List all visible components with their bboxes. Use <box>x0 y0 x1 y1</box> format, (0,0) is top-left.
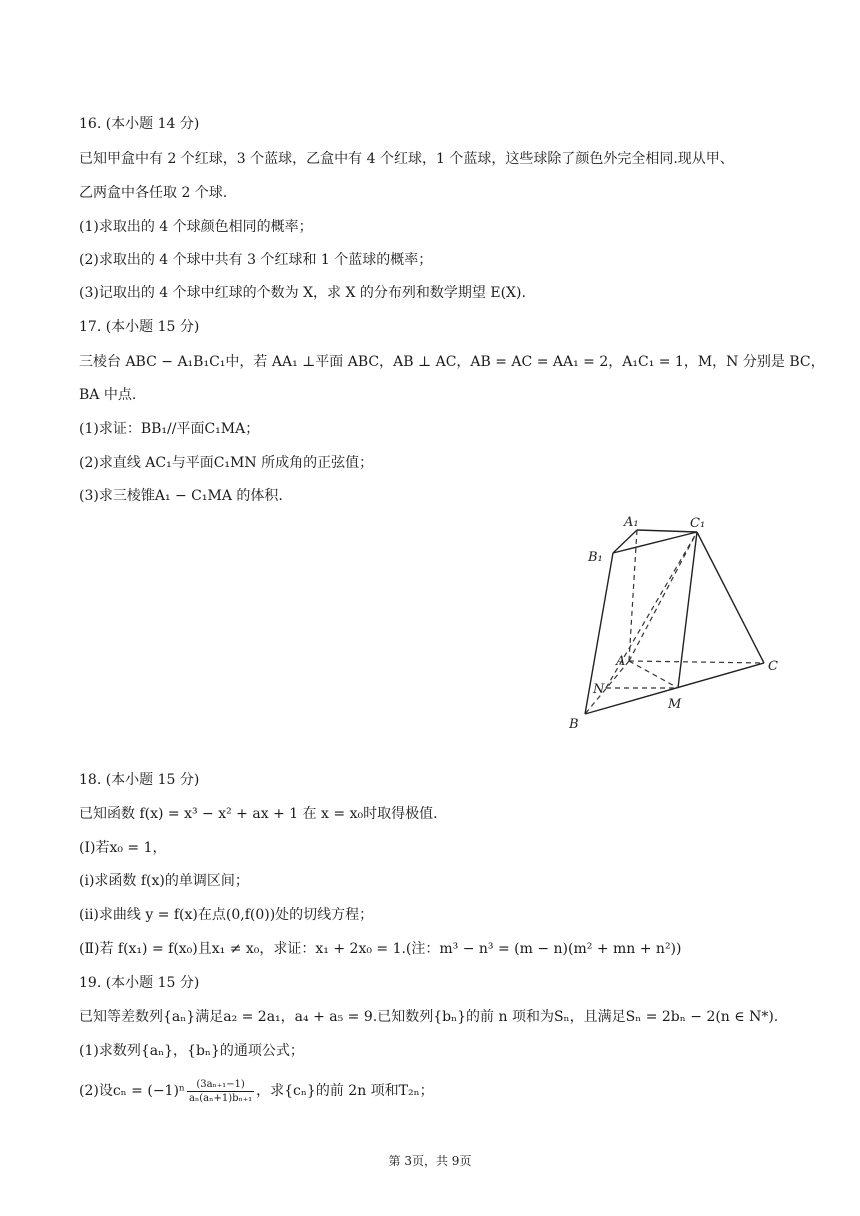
page-footer: 第 3页，共 9页 <box>388 1154 472 1168</box>
q16-stem-line1: 已知甲盒中有 2 个红球，3 个蓝球，乙盒中有 4 个红球，1 个蓝球，这些球除了颜色外完全相同.现从甲、 <box>79 151 734 167</box>
q16-stem-line2: 乙两盒中各任取 2 个球. <box>79 185 228 201</box>
q16-title: 16. (本小题 14 分) <box>79 116 200 132</box>
q17-stem-line2: BA 中点. <box>79 387 137 403</box>
label-C1: C₁ <box>690 516 706 531</box>
fraction-numerator: (3aₙ₊₁−1) <box>196 1078 245 1090</box>
label-A1: A₁ <box>624 515 639 530</box>
q19-part2-suffix: ，求{cₙ}的前 2n 项和T₂ₙ； <box>256 1083 434 1099</box>
q18-part1: (Ⅰ)若x₀ = 1， <box>79 840 167 856</box>
label-M: M <box>668 697 682 712</box>
q17-part3: (3)求三棱锥A₁ − C₁MA 的体积. <box>79 488 283 504</box>
q19-part2 <box>79 1071 434 1111</box>
q16-part2: (2)求取出的 4 个球中共有 3 个红球和 1 个蓝球的概率； <box>79 252 433 268</box>
q16-part1: (1)求取出的 4 个球颜色相同的概率； <box>79 219 313 235</box>
q17-part1: (1)求证：BB₁//平面C₁MA； <box>79 421 260 437</box>
frustum-figure <box>560 505 800 735</box>
q19-title: 19. (本小题 15 分) <box>79 975 200 991</box>
q17-part2: (2)求直线 AC₁与平面C₁MN 所成角的正弦值； <box>79 455 374 471</box>
q18-part2: (Ⅱ)若 f(x₁) = f(x₀)且x₁ ≠ x₀，求证：x₁ + 2x₀ = 1.(注：m³ − n³ = (m − n)(m² + mn + n²)) <box>79 941 682 957</box>
label-N: N <box>593 682 605 697</box>
q18-part1-i: (i)求函数 f(x)的单调区间； <box>79 873 249 889</box>
label-B1: B₁ <box>588 550 603 565</box>
q19-part1: (1)求数列{aₙ}，{bₙ}的通项公式； <box>79 1043 304 1059</box>
label-A: A <box>616 654 626 669</box>
q17-title: 17. (本小题 15 分) <box>79 319 200 335</box>
fraction-denominator: aₙ(aₙ+1)bₙ₊₁ <box>188 1092 253 1104</box>
q18-part1-ii: (ii)求曲线 y = f(x)在点(0,f(0))处的切线方程； <box>79 907 374 923</box>
q19-stem: 已知等差数列{aₙ}满足a₂ = 2a₁，a₄ + a₅ = 9.已知数列{bₙ}的前 n 项和为Sₙ，且满足Sₙ = 2bₙ − 2(n ∈ N*). <box>79 1009 779 1025</box>
q19-part2-fraction <box>187 1078 254 1105</box>
label-C: C <box>768 659 778 674</box>
q16-part3: (3)记取出的 4 个球中红球的个数为 X，求 X 的分布列和数学期望 E(X). <box>79 285 526 301</box>
label-B: B <box>569 717 579 732</box>
q19-part2-prefix: (2)设cₙ = (−1)ⁿ <box>79 1083 185 1099</box>
q18-stem: 已知函数 f(x) = x³ − x² + ax + 1 在 x = x₀时取得极值. <box>79 806 438 822</box>
q17-stem-line1: 三棱台 ABC − A₁B₁C₁中，若 AA₁ ⊥平面 ABC，AB ⊥ AC，AB = AC = AA₁ = 2，A₁C₁ = 1，M，N 分别是 BC， <box>79 354 825 370</box>
q18-title: 18. (本小题 15 分) <box>79 772 200 788</box>
